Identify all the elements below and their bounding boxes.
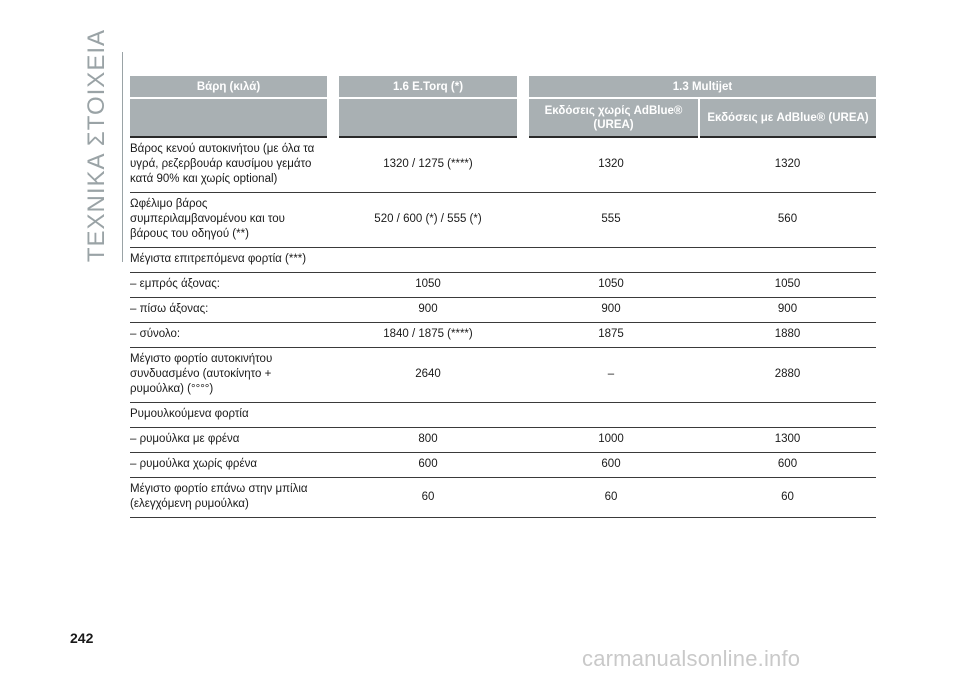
row-label: Βάρος κενού αυτοκινήτου (με όλα τα υγρά, ρεζερβουάρ καυσίμου γεμάτο κατά 90% και χωρίς optional)	[130, 137, 333, 193]
row-label: – ρυμούλκα χωρίς φρένα	[130, 453, 333, 478]
row-label: – ρυμούλκα με φρένα	[130, 428, 333, 453]
value-etorq: 60	[333, 478, 523, 518]
table-row	[130, 323, 876, 348]
table-row	[130, 248, 876, 273]
row-label: – πίσω άξονας:	[130, 298, 333, 323]
section-divider	[122, 52, 123, 262]
row-label: Ωφέλιμο βάρος συμπεριλαμβανομένου και του βάρους του οδηγού (**)	[130, 193, 333, 248]
row-label: Ρυμουλκούμενα φορτία	[130, 403, 333, 428]
value-without-adblue: 60	[523, 478, 699, 518]
row-label: Μέγιστο φορτίο αυτοκινήτου συνδυασμένο (αυτοκίνητο + ρυμούλκα) (°°°°)	[130, 348, 333, 403]
value-with-adblue: 1320	[699, 137, 876, 193]
value-etorq	[333, 403, 523, 428]
value-with-adblue: 1300	[699, 428, 876, 453]
value-etorq: 520 / 600 (*) / 555 (*)	[333, 193, 523, 248]
value-without-adblue: 1320	[523, 137, 699, 193]
value-without-adblue: 900	[523, 298, 699, 323]
value-without-adblue: 1875	[523, 323, 699, 348]
value-without-adblue: –	[523, 348, 699, 403]
row-label: Μέγιστα επιτρεπόμενα φορτία (***)	[130, 248, 333, 273]
table-row	[130, 478, 876, 518]
page-number: 242	[70, 630, 94, 646]
value-etorq: 1320 / 1275 (****)	[333, 137, 523, 193]
value-without-adblue: 555	[523, 193, 699, 248]
value-with-adblue	[699, 248, 876, 273]
value-with-adblue: 2880	[699, 348, 876, 403]
value-etorq	[333, 248, 523, 273]
header-etorq: 1.6 E.Torq (*)	[333, 76, 523, 98]
value-without-adblue: 600	[523, 453, 699, 478]
value-etorq: 800	[333, 428, 523, 453]
header-empty-1	[130, 98, 333, 137]
weights-table	[130, 76, 876, 518]
value-with-adblue: 1050	[699, 273, 876, 298]
value-with-adblue: 60	[699, 478, 876, 518]
value-without-adblue	[523, 403, 699, 428]
value-with-adblue: 1880	[699, 323, 876, 348]
table-row	[130, 348, 876, 403]
value-etorq: 1840 / 1875 (****)	[333, 323, 523, 348]
row-label: – σύνολο:	[130, 323, 333, 348]
value-with-adblue: 600	[699, 453, 876, 478]
value-with-adblue: 900	[699, 298, 876, 323]
section-title-text: ΤΕΧΝΙΚΑ ΣΤΟΙΧΕΙΑ	[83, 28, 110, 262]
header-without-adblue: Εκδόσεις χωρίς AdBlue® (UREA)	[523, 98, 699, 137]
value-with-adblue: 560	[699, 193, 876, 248]
value-without-adblue	[523, 248, 699, 273]
value-etorq: 900	[333, 298, 523, 323]
table-body	[130, 137, 876, 518]
header-with-adblue: Εκδόσεις με AdBlue® (UREA)	[699, 98, 876, 137]
table-row	[130, 428, 876, 453]
row-label: Μέγιστο φορτίο επάνω στην μπίλια (ελεγχόμενη ρυμούλκα)	[130, 478, 333, 518]
header-weights: Βάρη (κιλά)	[130, 76, 333, 98]
section-title	[80, 28, 114, 262]
table-row	[130, 137, 876, 193]
table-row	[130, 453, 876, 478]
value-etorq: 2640	[333, 348, 523, 403]
table-row	[130, 273, 876, 298]
row-label: – εμπρός άξονας:	[130, 273, 333, 298]
value-etorq: 600	[333, 453, 523, 478]
table-row	[130, 403, 876, 428]
table-row	[130, 298, 876, 323]
header-multijet: 1.3 Multijet	[523, 76, 876, 98]
value-with-adblue	[699, 403, 876, 428]
value-without-adblue: 1050	[523, 273, 699, 298]
value-etorq: 1050	[333, 273, 523, 298]
table-row	[130, 193, 876, 248]
header-empty-2	[333, 98, 523, 137]
value-without-adblue: 1000	[523, 428, 699, 453]
watermark: carmanualsonline.info	[582, 646, 801, 671]
